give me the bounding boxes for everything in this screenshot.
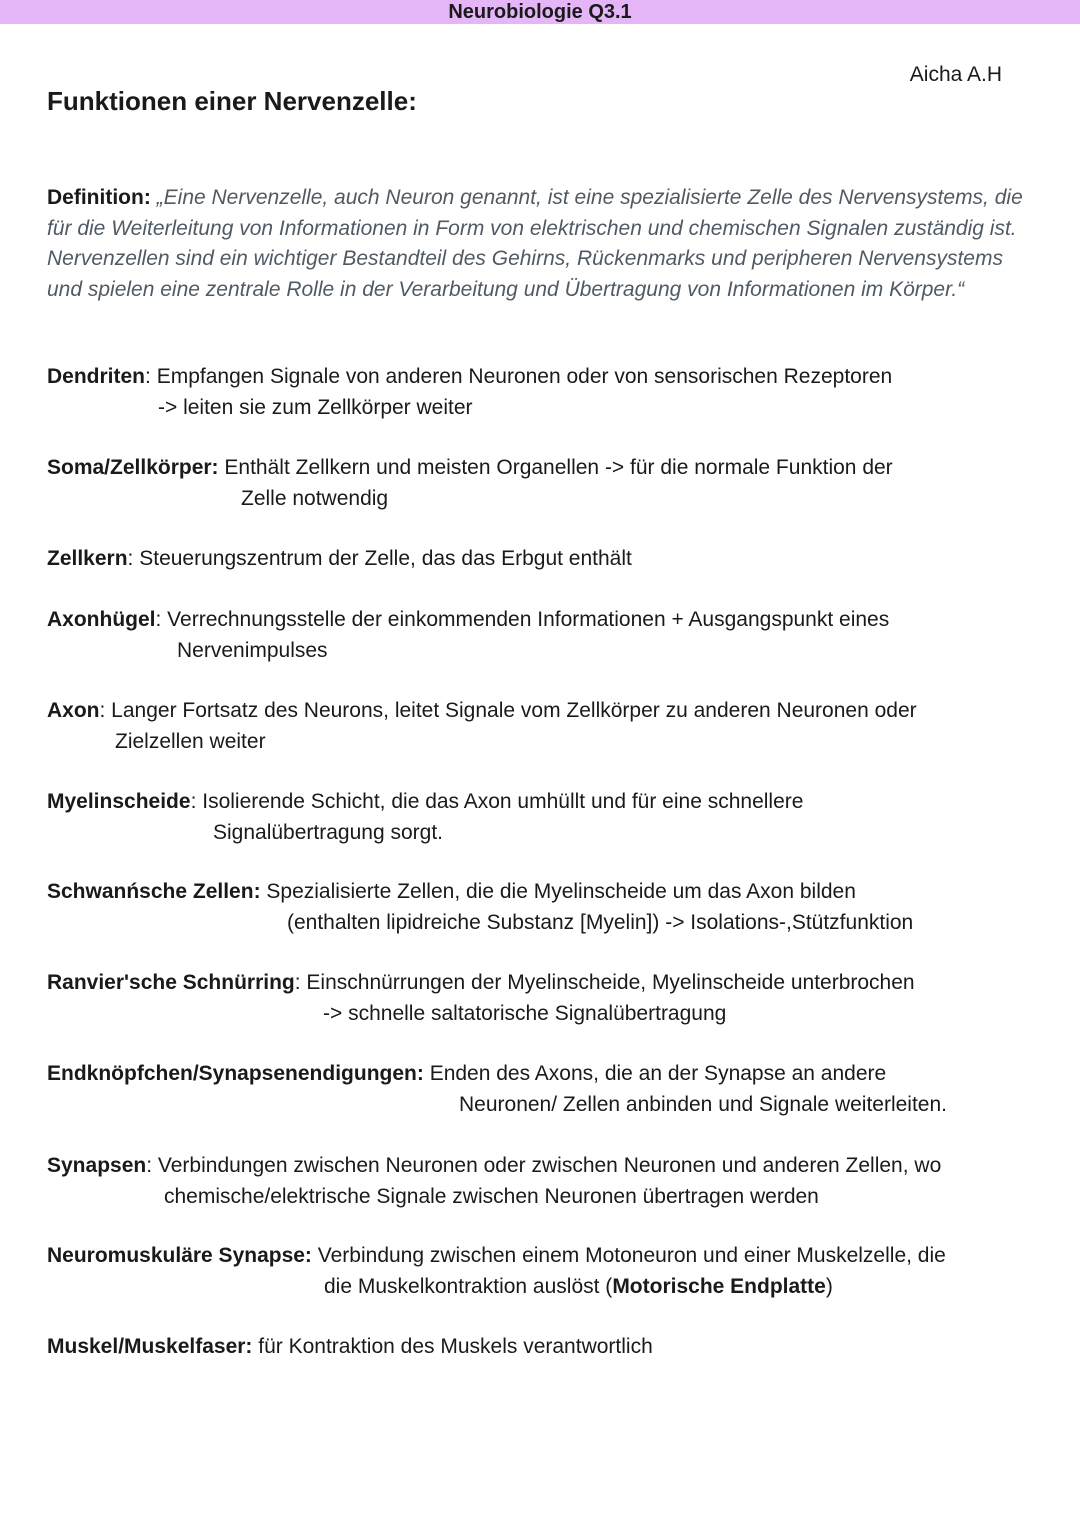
term-label: Endknöpfchen/Synapsenendigungen: <box>47 1062 424 1085</box>
author-name: Aicha A.H <box>909 63 1002 86</box>
term-text-bold: Motorische Endplatte <box>612 1274 826 1298</box>
term-text-continued: Nervenimpulses <box>177 638 328 662</box>
term-text: für Kontraktion des Muskels verantwortlich <box>252 1335 653 1358</box>
term-label: Neuromuskuläre Synapse: <box>47 1244 312 1267</box>
term-muskel <box>47 1332 1037 1363</box>
term-text-continued: Zelle notwendig <box>241 486 389 510</box>
term-text: Enthält Zellkern und meisten Organellen -> für die normale Funktion der <box>218 456 893 479</box>
term-label: Zellkern <box>47 547 128 570</box>
term-text: Langer Fortsatz des Neurons, leitet Signale vom Zellkörper zu anderen Neuronen oder <box>105 699 917 722</box>
term-text: Verrechnungsstelle der einkommenden Informationen + Ausgangspunkt eines <box>161 608 890 631</box>
term-text: Verbindungen zwischen Neuronen oder zwischen Neuronen und anderen Zellen, wo <box>152 1154 942 1177</box>
term-dendriten <box>47 362 1037 423</box>
term-text: Isolierende Schicht, die das Axon umhüllt und für eine schnellere <box>196 790 804 813</box>
term-text-pre: die Muskelkontraktion auslöst ( <box>324 1274 613 1298</box>
term-text-continued: (enthalten lipidreiche Substanz [Myelin]) -> Isolations-,Stützfunktion <box>287 910 914 934</box>
term-label: Axon <box>47 699 100 722</box>
term-text-continued: -> leiten sie zum Zellkörper weiter <box>158 395 473 419</box>
term-text-continued: Signalübertragung sorgt. <box>213 820 443 844</box>
term-text: Empfangen Signale von anderen Neuronen oder von sensorischen Rezeptoren <box>150 365 893 388</box>
term-synapsen <box>47 1151 1037 1212</box>
term-label: Myelinscheide <box>47 790 191 813</box>
term-label: Soma/Zellkörper: <box>47 456 219 479</box>
page-title: Funktionen einer Nervenzelle: <box>47 86 417 116</box>
definition-label: Definition: <box>47 186 151 209</box>
term-separator: : <box>127 547 134 570</box>
term-text-post: ) <box>825 1274 833 1298</box>
term-text-continued: Zielzellen weiter <box>115 729 266 753</box>
term-separator: : <box>294 971 301 994</box>
term-label: Synapsen <box>47 1154 147 1177</box>
term-axon <box>47 696 1037 757</box>
header-title: Neurobiologie Q3.1 <box>448 1 632 23</box>
term-zellkern <box>47 544 1037 575</box>
term-endknoepfchen <box>47 1059 1037 1120</box>
definition-block <box>47 183 1032 305</box>
term-label: Axonhügel <box>47 608 156 631</box>
term-label: Dendriten <box>47 365 146 388</box>
term-text: Verbindung zwischen einem Motoneuron und einer Muskelzelle, die <box>311 1244 946 1267</box>
term-text: Einschnürrungen der Myelinscheide, Myelinscheide unterbrochen <box>300 971 915 994</box>
term-text-continued: Neuronen/ Zellen anbinden und Signale weiterleiten. <box>459 1092 948 1116</box>
term-separator: : <box>190 790 197 813</box>
term-label: Schwanńsche Zellen: <box>47 880 261 903</box>
term-text: Steuerungszentrum der Zelle, das das Erbgut enthält <box>133 547 632 570</box>
term-separator: : <box>99 699 106 722</box>
term-label: Muskel/Muskelfaser: <box>47 1335 253 1358</box>
term-ranvier-schnuerring <box>47 968 1037 1029</box>
term-text-continued: chemische/elektrische Signale zwischen Neuronen übertragen werden <box>164 1184 819 1208</box>
term-neuromuskulaere-synapse <box>47 1241 1037 1302</box>
term-text-continued <box>47 1272 1037 1303</box>
header-bar <box>0 0 1080 24</box>
term-separator: : <box>145 365 151 388</box>
term-soma <box>47 453 1037 514</box>
term-text-continued: -> schnelle saltatorische Signalübertragung <box>323 1001 727 1025</box>
term-label: Ranvier'sche Schnürring <box>47 971 295 994</box>
definition-text: „Eine Nervenzelle, auch Neuron genannt, ist eine spezialisierte Zelle des Nervensystems, die für die Weiterleitung von Informationen in Form von elektrischen und chemischen Signalen zuständig ist. Nervenzellen sind ein wichtiger Bestandteil des Gehirns, Rückenmarks und peripheren Nervensystems und spielen eine zentrale Rolle in der Verarbeitung und Übertragung von Informationen im Körper.“ <box>47 186 1023 301</box>
term-schwannsche-zellen <box>47 877 1037 938</box>
term-axonhuegel <box>47 605 1037 666</box>
term-text: Enden des Axons, die an der Synapse an andere <box>423 1062 887 1085</box>
term-separator: : <box>146 1154 153 1177</box>
term-text: Spezialisierte Zellen, die die Myelinscheide um das Axon bilden <box>260 880 856 903</box>
term-myelinscheide <box>47 787 1037 848</box>
term-separator: : <box>155 608 162 631</box>
